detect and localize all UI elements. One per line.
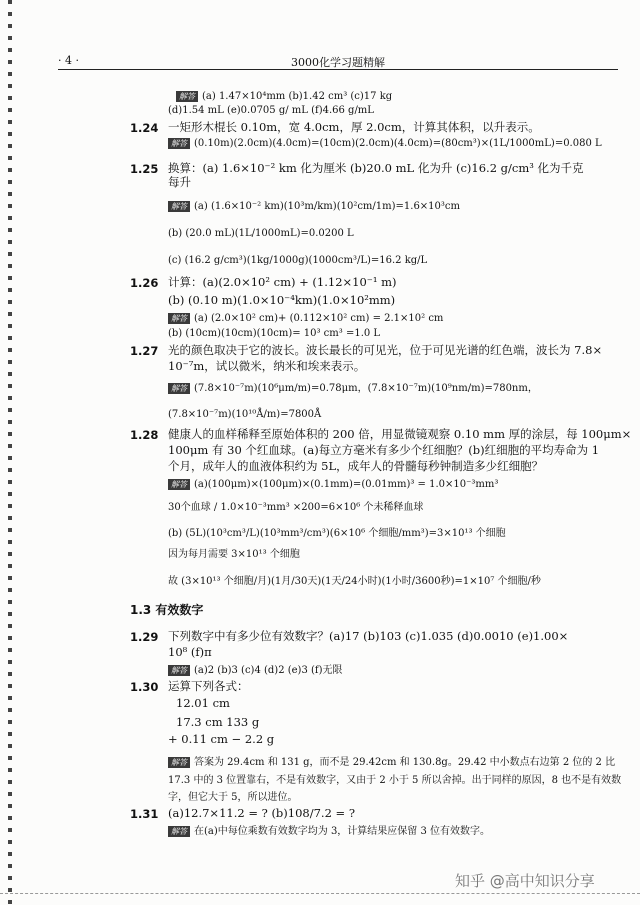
text-line [168, 344, 602, 357]
line-text: 10⁸ (f)π [168, 645, 212, 659]
line-text: 一矩形木棍长 0.10m，宽 4.0cm，厚 2.0cm，计算其体积，以升表示。 [168, 120, 540, 134]
text-line [176, 716, 259, 729]
text-line [168, 664, 343, 677]
line-text: (a)(100μm)×(100μm)×(0.1mm)=(0.01mm)³ = 1.0×10⁻³mm³ [194, 479, 499, 490]
text-line [168, 774, 621, 787]
line-text: (a)12.7×11.2 = ? (b)108/7.2 = ? [168, 806, 356, 820]
line-text: 光的颜色取决于它的波长。波长最长的可见光，位于可见光谱的红色端，波长为 7.8× [168, 343, 603, 357]
text-line [168, 733, 274, 746]
page-number: · 4 · [58, 54, 79, 67]
text-line [168, 460, 543, 473]
header-rule [58, 69, 618, 70]
answer-badge: 解答 [168, 201, 190, 212]
text-line [168, 327, 380, 340]
binding-marks [8, 0, 12, 905]
answer-badge: 解答 [168, 826, 190, 837]
line-text: 每升 [168, 175, 191, 189]
answer-badge: 解答 [168, 665, 190, 676]
text-line [168, 575, 541, 588]
line-text: (a) (2.0×10² cm)+ (0.112×10² cm) = 2.1×10² cm [194, 313, 444, 324]
answer-badge: 解答 [168, 138, 190, 149]
answer-badge: 解答 [176, 91, 198, 102]
text-line [168, 104, 374, 117]
text-line [168, 548, 300, 561]
answer-badge: 解答 [168, 757, 190, 768]
text-line [168, 807, 355, 820]
text-line [168, 360, 365, 373]
text-line [168, 162, 584, 175]
line-text: (a) 1.47×10⁴mm (b)1.42 cm³ (c)17 kg [202, 91, 393, 102]
text-line [168, 791, 298, 804]
problem-number: 1.28 [130, 428, 159, 442]
line-text: (c) (16.2 g/cm³)(1kg/1000g)(1000cm³/L)=16.2 kg/L [168, 255, 428, 266]
problem-number: 1.24 [130, 121, 159, 135]
answer-badge: 解答 [168, 313, 190, 324]
problem-number: 1.25 [130, 162, 159, 176]
page-header [58, 54, 618, 68]
line-text: 个月，成年人的血液体积约为 5L，成年人的骨髓每秒钟制造多少红细胞？ [168, 459, 544, 473]
line-text: 答案为 29.4cm 和 131 g，而不是 29.42cm 和 130.8g。29.42 中小数点右边第 2 位的 2 比 [194, 757, 616, 768]
problem-number: 1.27 [130, 344, 159, 358]
text-line [168, 200, 460, 213]
answer-badge: 解答 [168, 383, 190, 394]
problem-number: 1.26 [130, 276, 159, 290]
text-line [168, 527, 506, 540]
line-text: (0.10m)(2.0cm)(4.0cm)=(10cm)(2.0cm)(4.0cm)=(80cm³)×(1L/1000mL)=0.080 L [194, 138, 602, 149]
text-line [168, 646, 212, 659]
line-text: 30个血球 / 1.0×10⁻³mm³ ×200=6×10⁶ 个未稀释血球 [168, 502, 424, 513]
line-text: 12.01 cm [176, 696, 230, 710]
line-text: 运算下列各式： [168, 679, 249, 693]
text-line [168, 137, 602, 150]
line-text: (b) (10cm)(10cm)(10cm)= 10³ cm³ =1.0 L [168, 328, 381, 339]
watermark: 知乎 @高中知识分享 [455, 872, 595, 890]
line-text: + 0.11 cm − 2.2 g [168, 732, 275, 746]
problem-number: 1.30 [130, 680, 159, 694]
text-line [176, 90, 392, 103]
text-line [168, 756, 615, 769]
text-line [176, 697, 230, 710]
line-text: 100μm 有 30 个红血球。(a)每立方毫米有多少个红细胞？(b)红细胞的平均寿命为 1 [168, 443, 600, 457]
line-text: 因为每月需要 3×10¹³ 个细胞 [168, 549, 300, 560]
line-text: (7.8×10⁻⁷m)(10⁶μm/m)=0.78μm，(7.8×10⁻⁷m)(10⁹nm/m)=780nm， [194, 383, 538, 394]
line-text: (a) (1.6×10⁻² km)(10³m/km)(10²cm/1m)=1.6×10³cm [194, 201, 461, 212]
line-text: (b) (0.10 m)(1.0×10⁻⁴km)(1.0×10²mm) [168, 293, 396, 307]
text-line [168, 630, 568, 643]
text-line [168, 478, 498, 491]
line-text: (a)2 (b)3 (c)4 (d)2 (e)3 (f)无限 [194, 665, 343, 676]
text-line [168, 428, 631, 441]
text-line [168, 312, 443, 325]
line-text: 10⁻⁷m，试以微米，纳米和埃来表示。 [168, 359, 366, 373]
text-line [168, 501, 423, 514]
line-text: 健康人的血样稀释至原始体积的 200 倍，用显微镜观察 0.10 mm 厚的涂层，每 100μm× [168, 427, 632, 441]
text-line [168, 121, 540, 134]
line-text: (b) (20.0 mL)(1L/1000mL)=0.0200 L [168, 228, 354, 239]
problem-number: 1.31 [130, 807, 159, 821]
text-line [168, 444, 599, 457]
text-line [168, 382, 538, 395]
problem-number: 1.29 [130, 630, 159, 644]
section-heading: 1.3 有效数字 [130, 603, 204, 617]
line-text: 计算：(a)(2.0×10² cm) + (1.12×10⁻¹ m) [168, 275, 397, 289]
book-title: 3000化学习题精解 [291, 56, 385, 69]
text-line [168, 176, 191, 189]
line-text: (b) (5L)(10³cm³/L)(10³mm³/cm³)(6×10⁶ 个细胞/mm³)=3×10¹³ 个细胞 [168, 528, 506, 539]
line-text: 17.3 中的 3 位置靠右，不是有效数字，又由于 2 小于 5 所以舍掉。出于同样的原因，8 也不是有效数 [168, 775, 622, 786]
text-line [168, 825, 490, 838]
text-line [168, 254, 427, 267]
line-text: 换算：(a) 1.6×10⁻² km 化为厘米 (b)20.0 mL 化为升 (c)16.2 g/cm³ 化为千克 [168, 161, 584, 175]
text-line [168, 276, 397, 289]
text-line [168, 294, 395, 307]
line-text: 下列数字中有多少位有效数字？(a)17 (b)103 (c)1.035 (d)0.0010 (e)1.00× [168, 629, 569, 643]
bottom-cut-line [0, 893, 640, 894]
text-line [168, 680, 249, 693]
line-text: 字，但它大于 5，所以进位。 [168, 792, 298, 803]
text-line [168, 227, 354, 240]
answer-badge: 解答 [168, 479, 190, 490]
text-line [168, 408, 321, 421]
line-text: 故 (3×10¹³ 个细胞/月)(1月/30天)(1天/24小时)(1小时/3600秒)=1×10⁷ 个细胞/秒 [168, 576, 541, 587]
line-text: (7.8×10⁻⁷m)(10¹⁰Å/m)=7800Å [168, 409, 322, 420]
line-text: 17.3 cm 133 g [176, 715, 260, 729]
line-text: (d)1.54 mL (e)0.0705 g/ mL (f)4.66 g/mL [168, 105, 374, 116]
line-text: 在(a)中每位乘数有效数字均为 3，计算结果应保留 3 位有效数字。 [194, 826, 491, 837]
